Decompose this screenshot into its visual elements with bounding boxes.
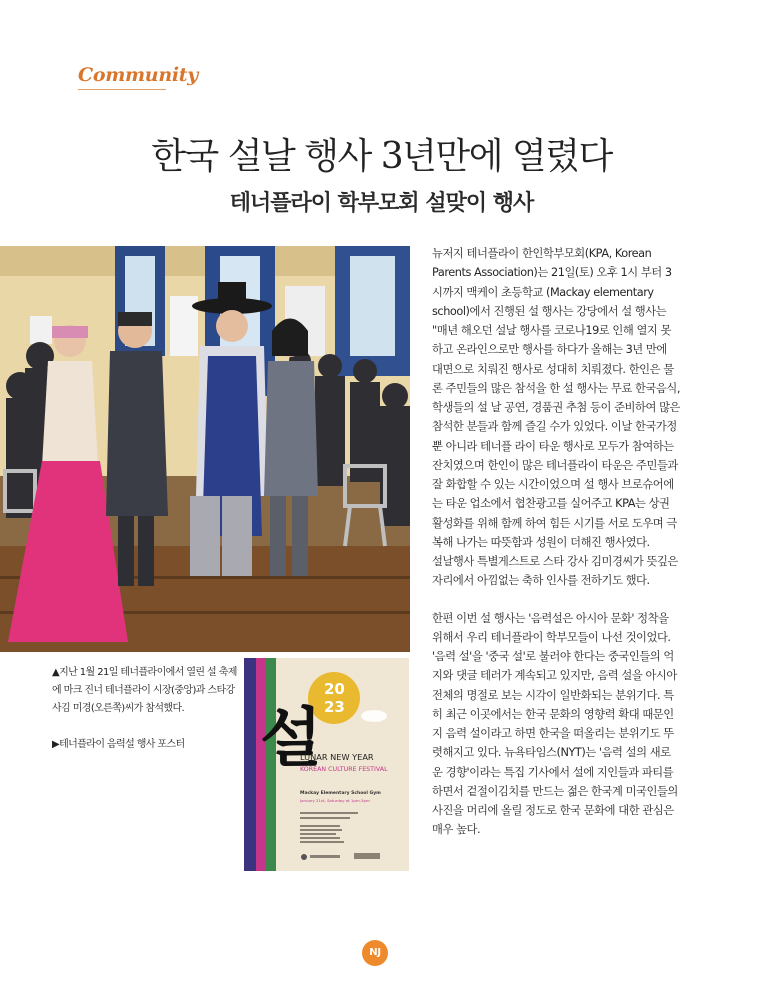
poster-year-bottom: 23	[324, 698, 345, 716]
poster-rabbit-icon	[361, 710, 387, 722]
poster-date: January 21st, Saturday at 1pm-3pm	[300, 798, 370, 803]
photo-caption: ▲지난 1월 21일 테너플라이에서 열린 설 축제에 마크 진너 테너플라이 시장(중앙)과 스타강사김 미경(오른쪽)씨가 참석했다.	[52, 667, 237, 714]
poster-caption: ▶테너플라이 음력설 행사 포스터	[52, 739, 185, 750]
poster-logo-icon	[301, 854, 307, 860]
article-paragraph-1: 뉴저지 테너플라이 한인학부모회(KPA, Korean Parents Association)는 21일(토) 오후 1시 부터 3시까지 맥케이 초등학교 (Mackay elementary school)에서 진행된 설 행사는 강당에서 설 행사는 "매년 해오던 설날 행사를 코로나19로 인해 열지 못하고 온라인으로만 행사를 하다가 올해는 3년 만에 대면으로 치뤄진 행사로 성대히 치뤄졌다. 한인은 물론 주민들의 많은 참석을 한 설 행사는 무료 한국음식, 학생들의 설 날 공연, 경품권 추첨 등이 준비하여 많은 참석한 분들과 함께 즐길 수가 있었다. 이날 한국가정 뿐 아니라 테너플 라이 타운 행사로 모두가 참여하는 잔치였으며 한인이 많은 테너플라이 타운은 주민들과 잘 화합할 수 있는 시간이었으며 설 행사 브로슈어에는 타운 업소에서 협찬광고를 실어주고 KPA는 상권 활성화를 위해 함께 하여 힘든 시기를 서로 도우며 극복해 나가는 따뜻함과 성원이 더해진 행사였다.	[432, 247, 680, 549]
poster-title-line2: KOREAN CULTURE FESTIVAL	[300, 766, 388, 773]
event-photo	[0, 246, 410, 652]
poster-year-top: 20	[324, 680, 345, 698]
article-subheadline: 테너플라이 학부모회 설맞이 행사	[229, 191, 534, 216]
article-paragraph-3: 한편 이번 설 행사는 '음력설은 아시아 문화' 정착을 위해서 우리 테너플라이 학부모들이 나선 것이었다. '음력 설'을 '중국 설'로 불러야 한다는 중국인들의 억지와 댓글 테러가 계속되고 있지만, 음력 설을 아시아 전체의 명절로 보는 시각이 일반화되는 분위기다. 특히 최근 이곳에서는 한국 문화의 영향력 확대 때문인지 음력 설이라고 하면 한국을 떠올리는 분위기도 뚜렷해지고 있다. 뉴욕타임스(NYT)는 '음력 설의 새로운 경향'이라는 특집 기사에서 설에 지인들과 파티를 하면서 겉절이김치를 만드는 젊은 한국계 미국인들의 사진을 머리에 올릴 정도로 한국 문화에 대한 관심은 매우 높다.	[432, 611, 678, 837]
festival-poster	[244, 658, 409, 871]
captions	[52, 664, 242, 754]
poster-title-line1: LUNAR NEW YEAR	[300, 752, 374, 762]
article-headline: 한국 설날 행사 3년만에 열렸다	[151, 136, 612, 177]
page-badge: NJ	[362, 940, 388, 966]
section-underline	[78, 89, 166, 90]
article-body	[432, 244, 680, 840]
section-label: Community	[78, 64, 198, 86]
poster-stripe-purple	[244, 658, 256, 871]
poster-calligraphy: 설	[260, 701, 322, 776]
poster-venue: Mackay Elementary School Gym	[300, 791, 381, 796]
article-paragraph-2: 설날행사 특별게스트로 스타 강사 김미경씨가 뜻깊은 자리에서 아낌없는 축하 인사를 전하기도 했다.	[432, 555, 678, 588]
